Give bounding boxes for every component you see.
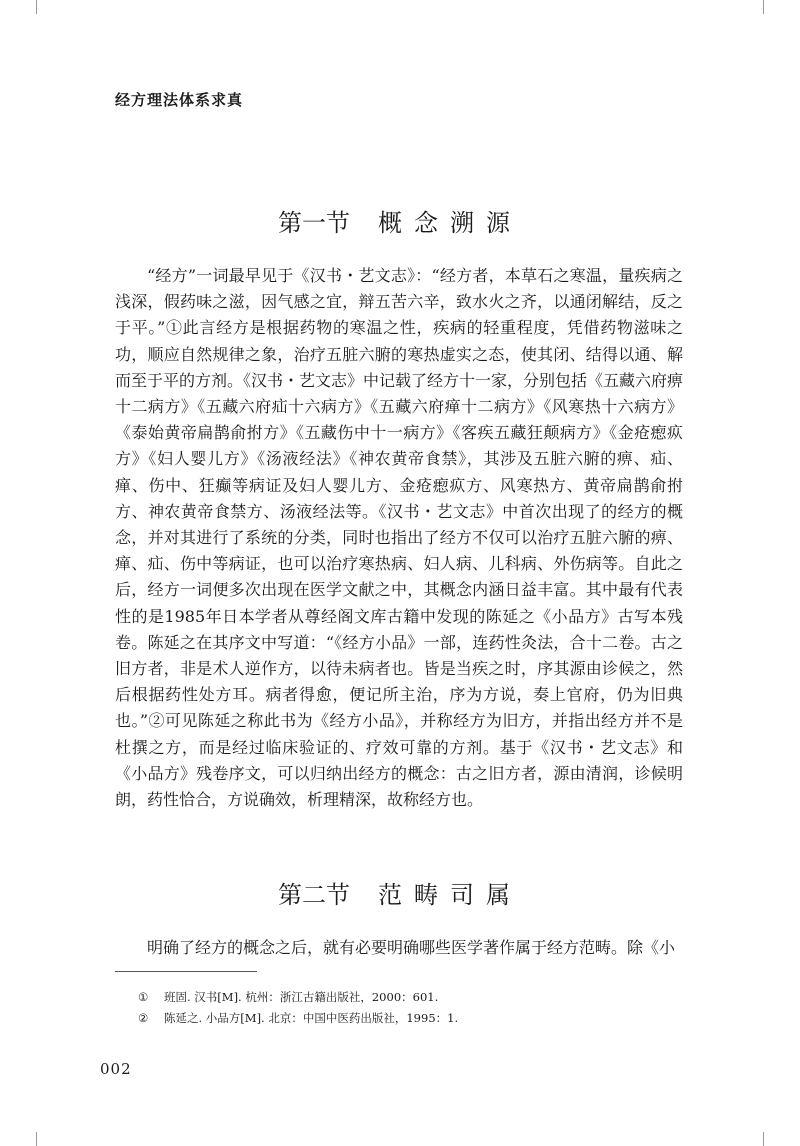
footnote-text: 陈延之. 小品方[M]. 北京：中国中医药出版社，1995：1. (164, 1011, 459, 1025)
section-number: 第一节 (278, 209, 350, 237)
footnote-item (138, 987, 458, 1008)
section-heading-2 (0, 875, 800, 910)
footnote-mark: ② (138, 1011, 149, 1025)
crop-mark-top-left (36, 0, 37, 14)
section-number: 第二节 (278, 881, 350, 909)
crop-mark-bottom-left (36, 1132, 37, 1146)
section-title: 范畴司属 (378, 881, 522, 909)
section-heading-1 (0, 203, 800, 238)
paragraph: “经方”一词最早见于《汉书・艺文志》：“经方者，本草石之寒温，量疾病之浅深，假药味之滋，因气感之宜，辩五苦六辛，致水火之齐，以通闭解结，反之于平。”①此言经方是根据药物的寒温之性，疾病的轻重程度，凭借药物滋味之功，顺应自然规律之象，治疗五脏六腑的寒热虚实之态，使其闭、结得以通、解而至于平的方剂。《汉书・艺文志》中记载了经方十一家，分别包括《五藏六府痹十二病方》《五藏六府疝十六病方》《五藏六府瘅十二病方》《风寒热十六病方》《泰始黄帝扁鹊俞拊方》《五藏伤中十一病方》《客疾五藏狂颠病方》《金疮瘛疭方》《妇人婴儿方》《汤液经法》《神农黄帝食禁》，其涉及五脏六腑的痹、疝、瘅、伤中、狂癫等病证及妇人婴儿方、金疮瘛疭方、风寒热方、黄帝扁鹊俞拊方、神农黄帝食禁方、汤液经法等。《汉书・艺文志》中首次出现了的经方的概念，并对其进行了系统的分类，同时也指出了经方不仅可以治疗五脏六腑的痹、瘅、疝、伤中等病证，也可以治疗寒热病、妇人病、儿科病、外伤病等。自此之后，经方一词便多次出现在医学文献之中，其概念内涵日益丰富。其中最有代表性的是1985年日本学者从尊经阁文库古籍中发现的陈延之《小品方》古写本残卷。陈延之在其序文中写道：“《经方小品》一部，连药性灸法，合十二卷。古之旧方者，非是术人逆作方，以待未病者也。皆是当疾之时，序其源由诊候之，然后根据药性处方耳。病者得愈，便记所主治，序为方说，奏上官府，仍为旧典也。”②可见陈延之称此书为《经方小品》，并称经方为旧方，并指出经方并不是杜撰之方，而是经过临床验证的、疗效可靠的方剂。基于《汉书・艺文志》和《小品方》残卷序文，可以归纳出经方的概念：古之旧方者，源由清润，诊候明朗，药性恰合，方说确效，析理精深，故称经方也。 (115, 266, 684, 810)
paragraph: 明确了经方的概念之后，就有必要明确哪些医学著作属于经方范畴。除《小 (147, 938, 676, 957)
section-2-body (115, 935, 683, 961)
footnotes (138, 987, 458, 1029)
crop-mark-bottom-right (763, 1132, 764, 1146)
section-1-body (115, 263, 683, 813)
section-title: 概念溯源 (378, 209, 522, 237)
footnote-text: 班固. 汉书[M]. 杭州：浙江古籍出版社，2000：601. (164, 990, 439, 1004)
running-header: 经方理法体系求真 (115, 91, 244, 109)
page-number: 002 (100, 1060, 132, 1078)
footnote-mark: ① (138, 990, 149, 1004)
footnote-divider (115, 971, 257, 972)
crop-mark-top-right (763, 0, 764, 14)
footnote-item (138, 1008, 458, 1029)
